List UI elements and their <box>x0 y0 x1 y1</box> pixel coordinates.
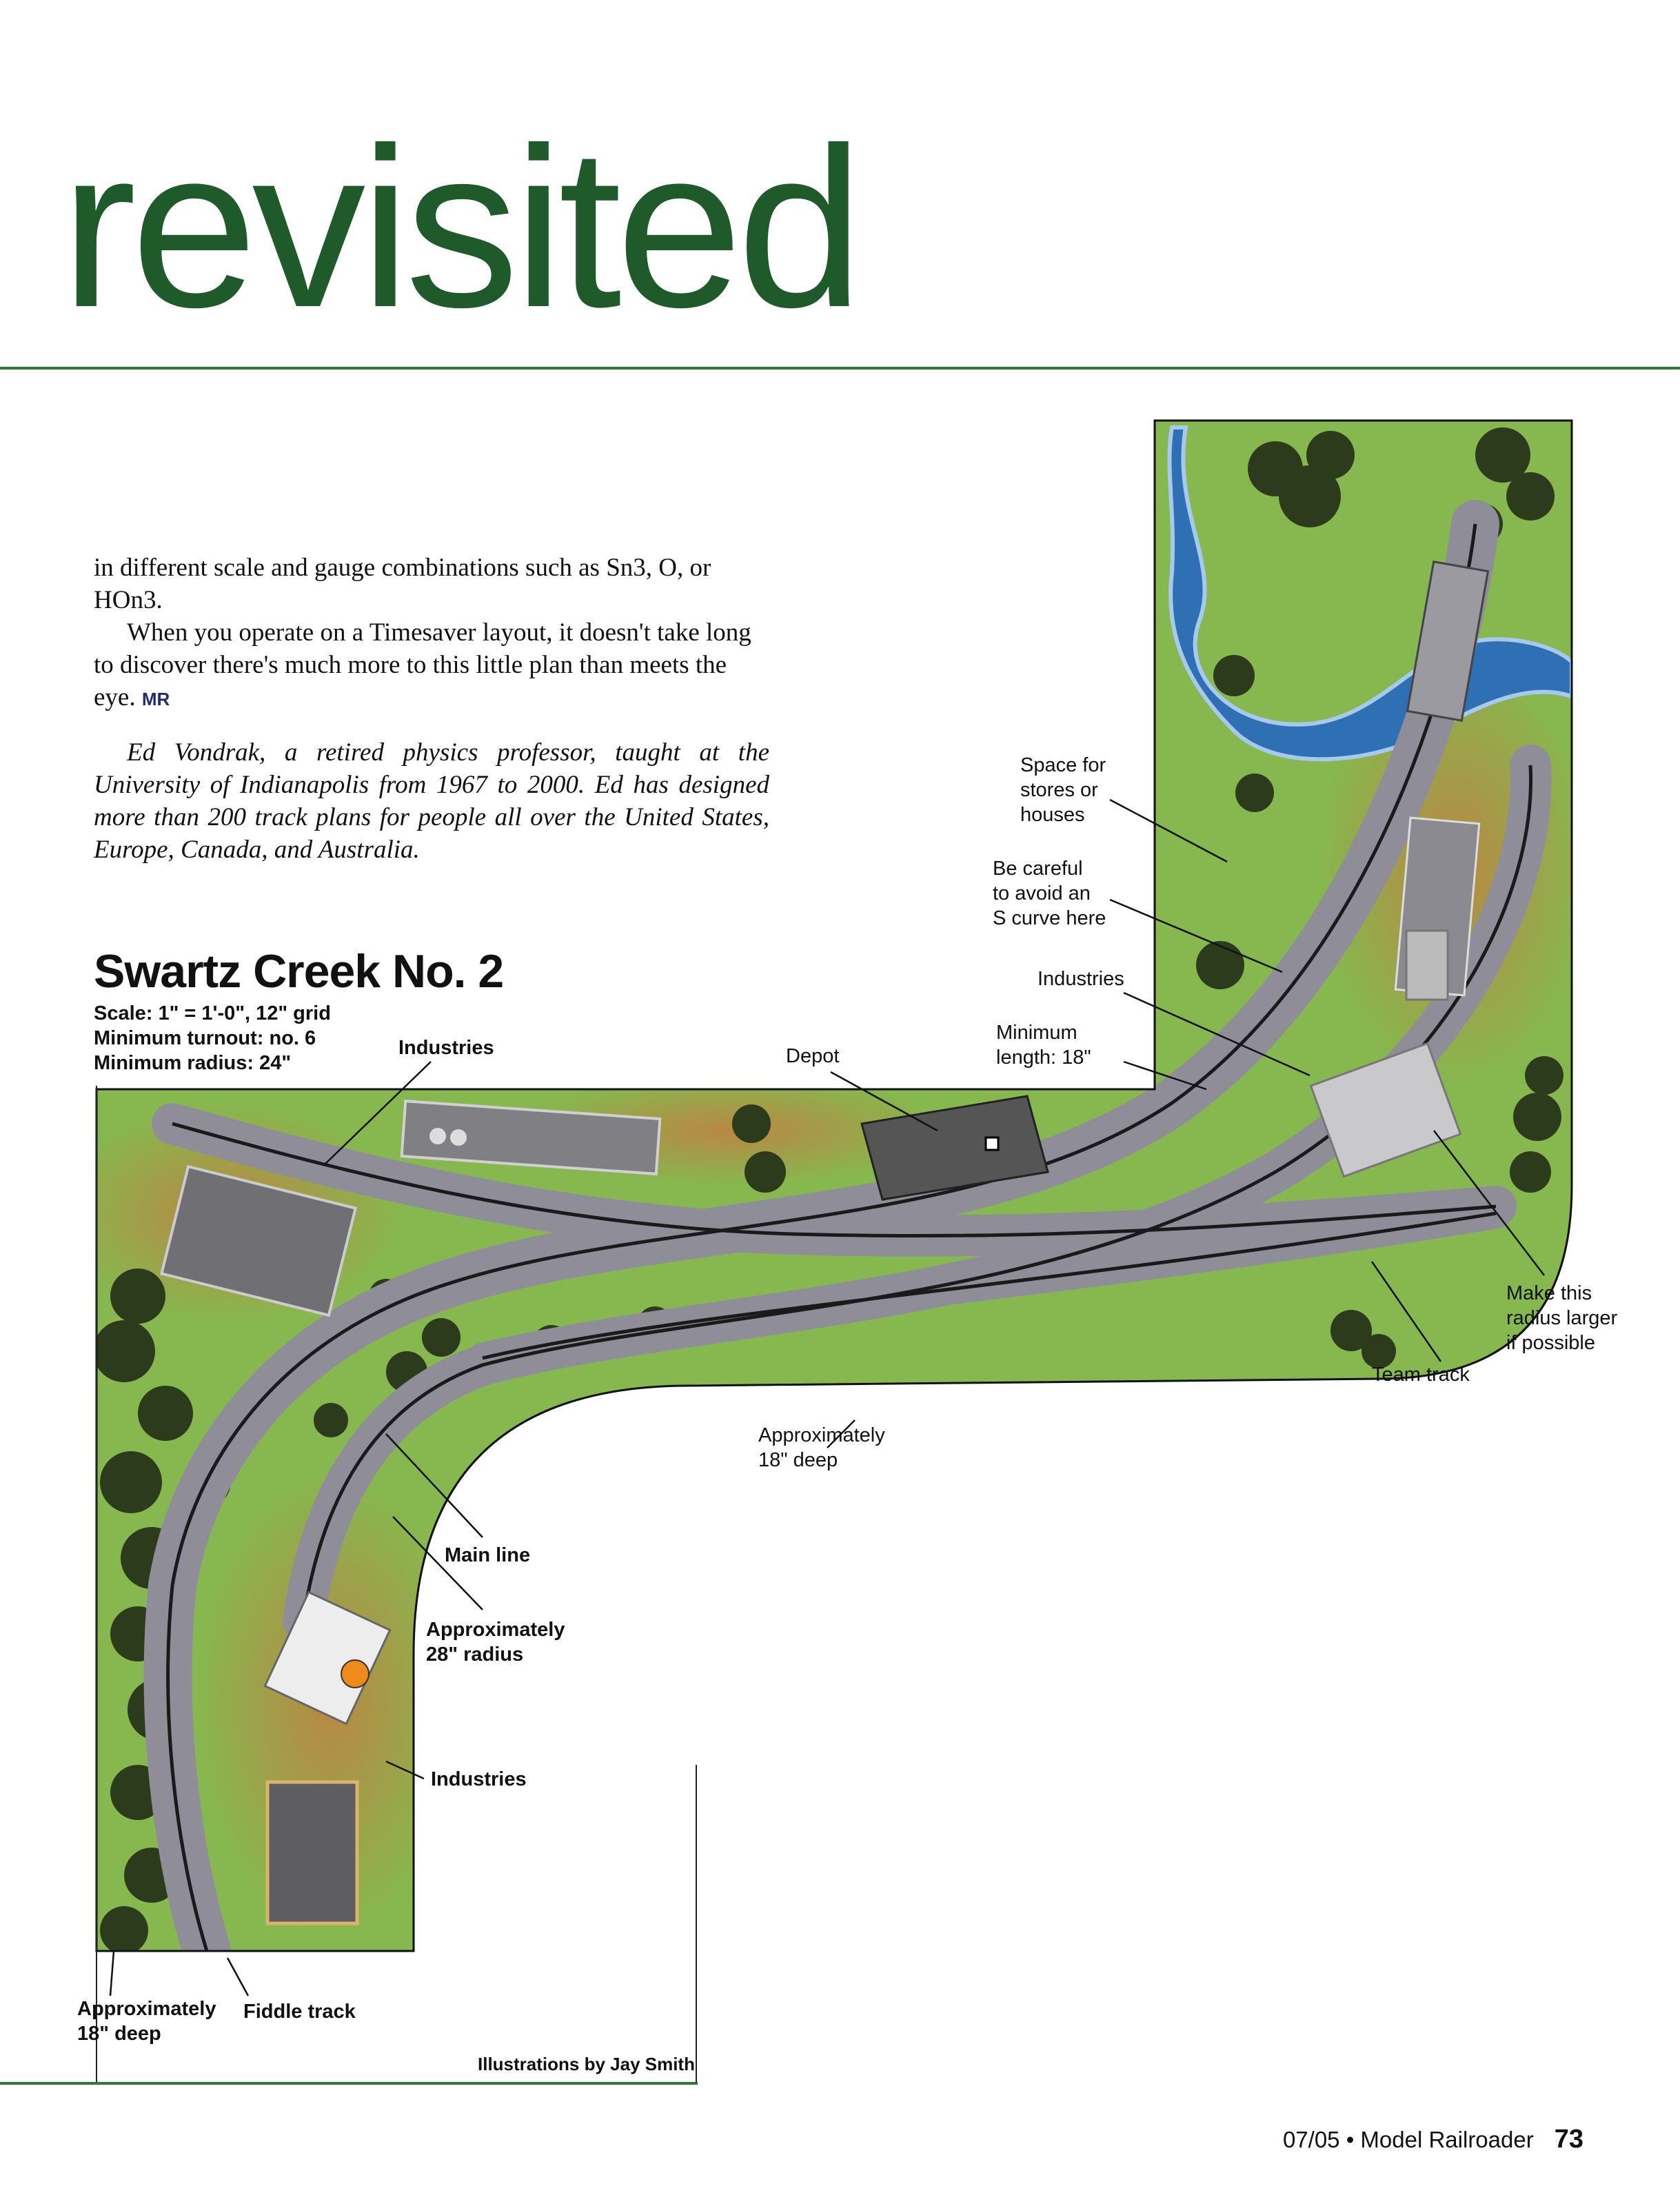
paragraph-1: in different scale and gauge combinations such as Sn3, O, or HOn3. <box>94 554 711 614</box>
label-be-careful: Be careful to avoid an S curve here <box>993 858 1106 929</box>
label-depot: Depot <box>786 1045 840 1067</box>
page-number: 73 <box>1554 2125 1583 2154</box>
spec-turnout: Minimum turnout: no. 6 <box>94 1027 316 1049</box>
label-industries-top: Industries <box>398 1037 494 1059</box>
paragraph-2-text: When you operate on a Timesaver layout, it doesn't take long to discover there's much more to this little plan than meets the eye. <box>94 618 751 711</box>
label-main-line: Main line <box>445 1544 531 1566</box>
footer-issue: 07/05 • Model Railroader <box>1282 2127 1534 2152</box>
illustration-credit: Illustrations by Jay Smith <box>478 2054 695 2074</box>
plan-title: Swartz Creek No. 2 <box>94 945 504 998</box>
label-team-track: Team track <box>1372 1364 1470 1386</box>
section-title: revisited <box>61 100 858 354</box>
author-bio-text: Ed Vondrak, a retired physics professor, taught at the University of Indianapolis from 1967 to 2000. Ed has designed more than 200 track plans for people all over the United States, Europe, Canada, and Australia. <box>94 738 769 864</box>
spec-radius: Minimum radius: 24" <box>94 1052 292 1074</box>
label-approx-28: Approximately 28" radius <box>426 1619 565 1666</box>
label-min-length: Minimum length: 18" <box>996 1022 1091 1069</box>
industry-building-lower <box>267 1782 357 1923</box>
label-space-stores: Space for stores or houses <box>1020 754 1106 826</box>
footer-rule <box>0 2082 698 2085</box>
label-industries-bottom: Industries <box>431 1768 527 1790</box>
label-approx-18-mid: Approximately 18" deep <box>758 1424 885 1471</box>
mr-logo: MR <box>141 689 170 709</box>
page-footer <box>1283 2125 1583 2154</box>
spec-scale: Scale: 1" = 1'-0", 12" grid <box>94 1002 331 1024</box>
label-industries-right: Industries <box>1038 968 1124 990</box>
label-make-radius: Make this radius larger if possible <box>1506 1282 1618 1354</box>
label-approx-18-bottom: Approximately 18" deep <box>77 1998 216 2045</box>
label-fiddle-track: Fiddle track <box>243 2001 356 2023</box>
